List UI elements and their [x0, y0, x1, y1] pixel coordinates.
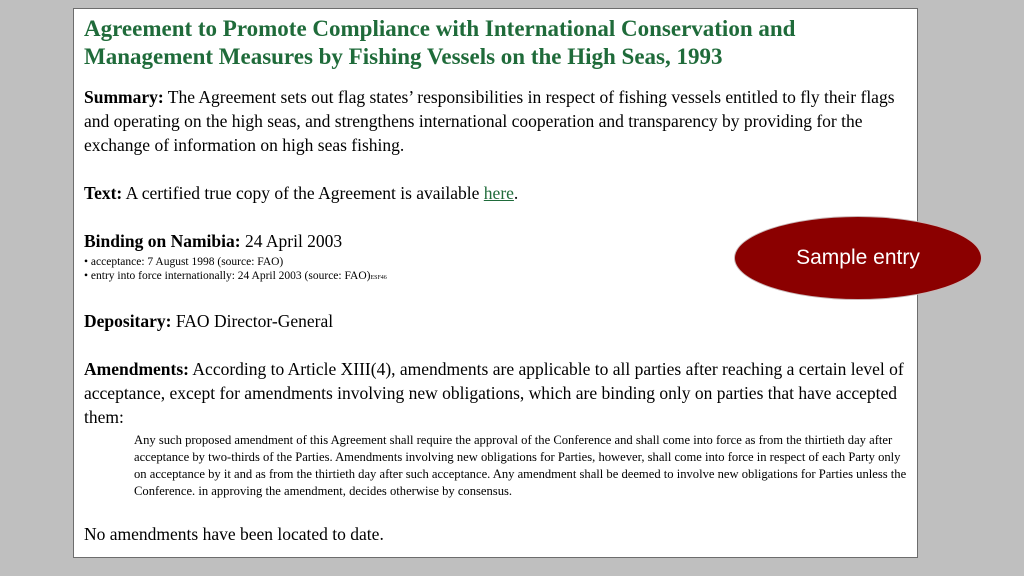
text-body: A certified true copy of the Agreement is available — [122, 183, 484, 203]
footnote-marker: ESF46 — [370, 275, 387, 281]
depositary-label: Depositary: — [84, 311, 172, 331]
binding-bullet-text: • entry into force internationally: 24 April 2003 (source: FAO) — [84, 270, 371, 282]
depositary-text: FAO Director-General — [171, 311, 334, 331]
summary-paragraph — [84, 85, 907, 157]
spacer — [84, 333, 907, 357]
summary-text: The Agreement sets out flag states’ responsibilities in respect of fishing vessels entitled to fly their flags and operating on the high seas, and strengthens international cooperation and transparency by providing for the exchange of information on high seas fishing. — [84, 87, 895, 155]
spacer — [84, 157, 907, 181]
agreement-link[interactable]: here — [483, 183, 514, 203]
text-end: . — [513, 183, 519, 203]
text-label: Text: — [84, 183, 123, 203]
spacer — [84, 500, 907, 522]
binding-date: 24 April 2003 — [240, 231, 343, 251]
sample-entry-callout — [734, 216, 982, 300]
callout-label: Sample entry — [796, 246, 920, 269]
amendments-paragraph — [84, 357, 907, 429]
text-paragraph — [84, 181, 907, 205]
depositary-paragraph — [84, 309, 907, 333]
closing-paragraph: No amendments have been located to date. — [84, 524, 384, 544]
summary-label: Summary: — [84, 87, 164, 107]
amendments-text: According to Article XIII(4), amendments are applicable to all parties after reaching a certain level of acceptance, except for amendments involving new obligations, which are binding only on parties that have accepted them: — [84, 359, 904, 427]
binding-label: Binding on Namibia: — [84, 231, 241, 251]
amendments-label: Amendments: — [84, 359, 189, 379]
amendments-quote: Any such proposed amendment of this Agreement shall require the approval of the Conference and shall come into force as from the thirtieth day after acceptance by two-thirds of the Parties. Amendments involving new obligations for Parties, however, shall come into force in respect of each Party only on acceptance by it and as from the thirtieth day after such acceptance. Any amendment shall be deemed to involve new obligations for Parties unless the Conference. in approving the amendment, decides otherwise by consensus. — [134, 433, 907, 498]
document-title: Agreement to Promote Compliance with International Conservation and Management Measures by Fishing Vessels on the High Seas, 1993 — [84, 16, 796, 69]
binding-bullet: • acceptance: 7 August 1998 (source: FAO) — [84, 256, 284, 268]
